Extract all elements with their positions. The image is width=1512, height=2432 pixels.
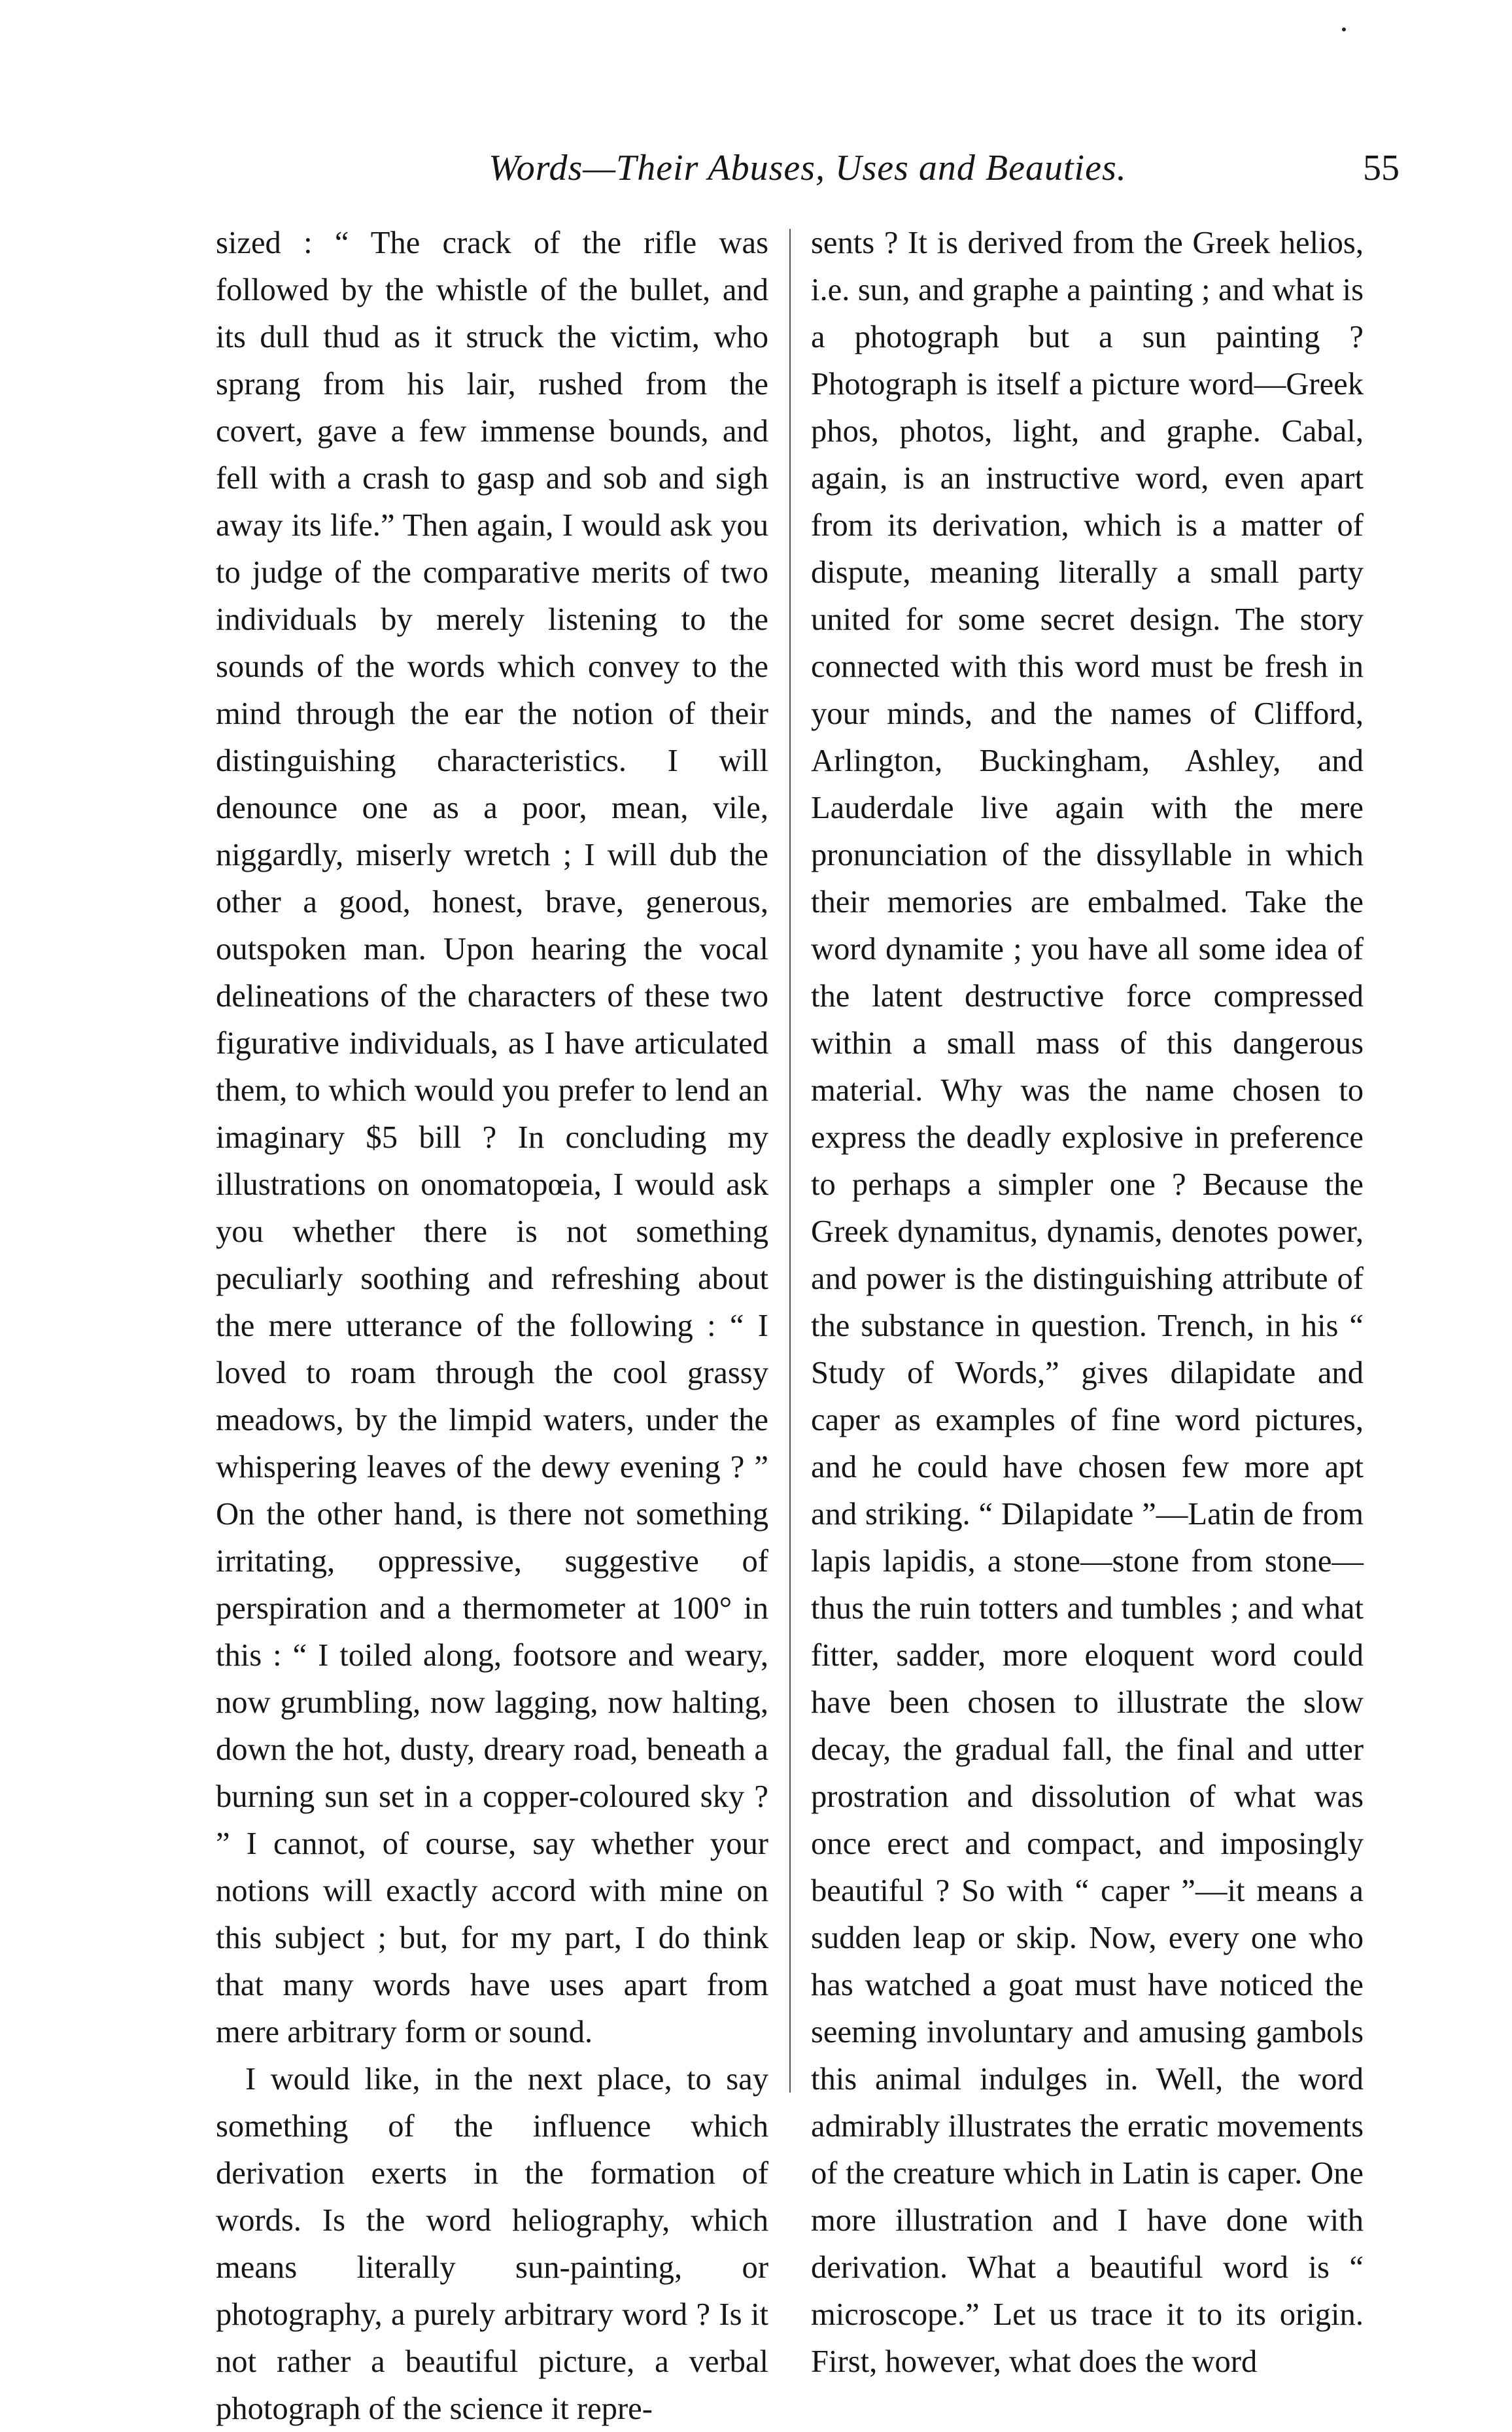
running-head bbox=[216, 147, 1400, 199]
right-column bbox=[811, 219, 1364, 2385]
page-number: 55 bbox=[1363, 148, 1400, 188]
paragraph-onomatopoeia: sized : “ The crack of the rifle was followed by the whistle of the bullet, and its dull thud as it struck the victim, who sprang from his lair, rushed from the covert, gave a few immense bounds, and fell with a crash to gasp and sob and sigh away its life.” Then again, I would ask you to judge of the comparative merits of two individuals by merely listening to the sounds of the words which convey to the mind through the ear the notion of their distinguishing characteristics. I will denounce one as a poor, mean, vile, niggardly, miserly wretch ; I will dub the other a good, honest, brave, generous, outspoken man. Upon hearing the vocal delineations of the characters of these two figurative individuals, as I have articulated them, to which would you prefer to lend an imaginary $5 bill ? In concluding my illustrations on onomatopœia, I would ask you whether there is not something peculiarly soothing and refreshing about the mere utterance of the following : “ I loved to roam through the cool grassy meadows, by the limpid waters, under the whispering leaves of the dewy evening ? ” On the other hand, is there not something irritating, oppressive, suggestive of perspiration and a thermometer at 100° in this : “ I toiled along, footsore and weary, now grumbling, now lagging, now halting, down the hot, dusty, dreary road, beneath a burning sun set in a copper-coloured sky ? ” I cannot, of course, say whether your notions will exactly accord with mine on this subject ; but, for my part, I do think that many words have uses apart from mere arbitrary form or sound. bbox=[216, 225, 768, 2049]
running-title: Words—Their Abuses, Uses and Beauties. bbox=[489, 148, 1127, 188]
ink-speck bbox=[1342, 27, 1346, 31]
paragraph-derivation: I would like, in the next place, to say something of the influence which derivation exerts in the formation of words. Is the word heliography, which means literally sun-painting, or photography, a purely arbitrary word ? Is it not rather a beautiful picture, a verbal photograph of the science it repre- bbox=[216, 2061, 768, 2426]
paragraph-word-pictures: sents ? It is derived from the Greek helios, i.e. sun, and graphe a painting ; and what is a photograph but a sun painting ? Photograph is itself a picture word—Greek phos, photos, light, and graphe. Cabal, again, is an instructive word, even apart from its derivation, which is a matter of dispute, meaning literally a small party united for some secret design. The story connected with this word must be fresh in your minds, and the names of Clifford, Arlington, Buckingham, Ashley, and Lauderdale live again with the mere pronunciation of the dissyllable in which their memories are embalmed. Take the word dynamite ; you have all some idea of the latent destructive force compressed within a small mass of this dangerous material. Why was the name chosen to express the deadly explosive in preference to perhaps a simpler one ? Because the Greek dynamitus, dynamis, denotes power, and power is the distinguishing attribute of the substance in question. Trench, in his “ Study of Words,” gives dilapidate and caper as examples of fine word pictures, and he could have chosen few more apt and striking. “ Dilapidate ”—Latin de from lapis lapidis, a stone—stone from stone—thus the ruin totters and tumbles ; and what fitter, sadder, more eloquent word could have been chosen to illustrate the slow decay, the gradual fall, the final and utter prostration and dissolution of what was once erect and compact, and imposingly beautiful ? So with “ caper ”—it means a sudden leap or skip. Now, every one who has watched a goat must have noticed the seeming involuntary and amusing gambols this animal indulges in. Well, the word admirably illustrates the erratic movements of the creature which in Latin is caper. One more illustration and I have done with derivation. What a beautiful word is “ microscope.” Let us trace it to its origin. First, however, what does the word bbox=[811, 225, 1364, 2379]
column-divider bbox=[789, 229, 791, 2093]
left-column bbox=[216, 219, 768, 2432]
